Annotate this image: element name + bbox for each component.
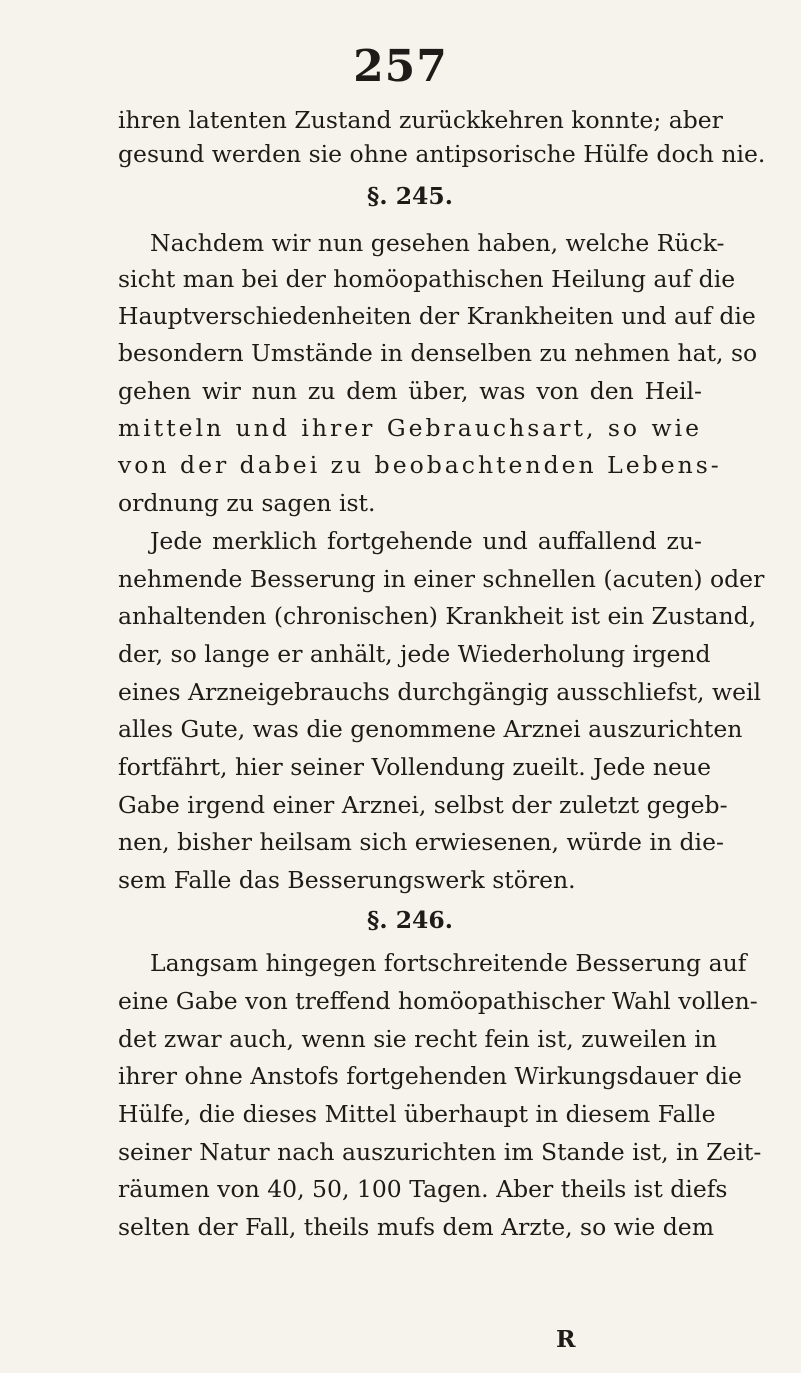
text-line: gesund werden sie ohne antipsorische Hülfe doch nie. — [118, 140, 766, 168]
text-line: besondern Umstände in denselben zu nehmen hat, so — [118, 339, 758, 367]
page-number: 257 — [353, 41, 448, 92]
section-heading: §. 245. — [367, 182, 453, 210]
text-line: sem Falle das Besserungswerk stören. — [118, 866, 576, 894]
text-line: fortfährt, hier seiner Vollendung zueilt. Jede neue — [118, 753, 712, 781]
text-line: selten der Fall, theils mufs dem Arzte, so wie dem — [118, 1213, 714, 1241]
catchword: R — [556, 1325, 576, 1353]
text-line: Hauptverschiedenheiten der Krankheiten und auf die — [118, 302, 756, 330]
text-line: Jede merklich fortgehende und auffallend zu- — [150, 527, 702, 555]
text-line: Gabe irgend einer Arznei, selbst der zuletzt gegeb- — [118, 791, 728, 819]
text-line: ihren latenten Zustand zurückkehren konnte; aber — [118, 106, 723, 134]
text-line: seiner Natur nach auszurichten im Stande ist, in Zeit- — [118, 1138, 762, 1166]
text-line: sicht man bei der homöopathischen Heilung auf die — [118, 265, 736, 293]
text-line: nen, bisher heilsam sich erwiesenen, würde in die- — [118, 828, 724, 856]
text-line: der, so lange er anhält, jede Wiederholung irgend — [118, 640, 711, 668]
text-line: eine Gabe von treffend homöopathischer Wahl vollen- — [118, 987, 758, 1015]
text-line: nehmende Besserung in einer schnellen (acuten) oder — [118, 565, 765, 593]
text-line: ordnung zu sagen ist. — [118, 489, 376, 517]
text-line: Hülfe, die dieses Mittel überhaupt in diesem Falle — [118, 1100, 716, 1128]
text-line: Nachdem wir nun gesehen haben, welche Rück- — [150, 229, 725, 257]
text-line: räumen von 40, 50, 100 Tagen. Aber theils ist diefs — [118, 1175, 728, 1203]
text-line: eines Arzneigebrauchs durchgängig ausschliefst, weil — [118, 678, 762, 706]
text-line: mitteln und ihrer Gebrauchsart, so wie — [118, 414, 702, 442]
text-line: alles Gute, was die genommene Arznei auszurichten — [118, 715, 743, 743]
text-line: gehen wir nun zu dem über, was von den Heil- — [118, 377, 702, 405]
text-line: Langsam hingegen fortschreitende Besserung auf — [150, 949, 747, 977]
section-heading: §. 246. — [367, 906, 453, 934]
text-line: von der dabei zu beobachtenden Lebens- — [118, 451, 722, 479]
text-line: ihrer ohne Anstofs fortgehenden Wirkungsdauer die — [118, 1062, 742, 1090]
text-line: anhaltenden (chronischen) Krankheit ist ein Zustand, — [118, 602, 757, 630]
text-line: det zwar auch, wenn sie recht fein ist, zuweilen in — [118, 1025, 717, 1053]
